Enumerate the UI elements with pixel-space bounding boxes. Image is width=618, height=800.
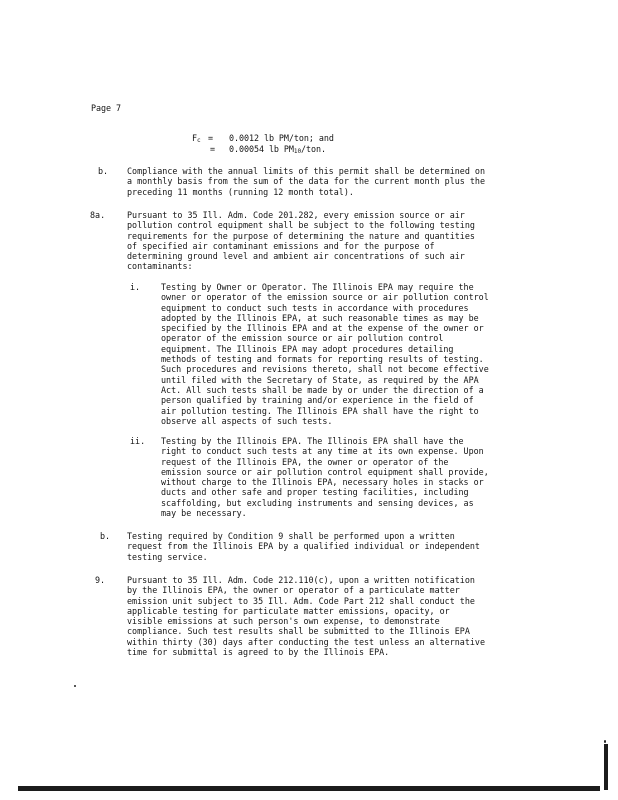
para-8a-line: Pursuant to 35 Ill. Adm. Code 201.282, every emission source or air xyxy=(127,210,465,220)
para-8a-ii-line: may be necessary. xyxy=(161,508,247,519)
para-8a-line: pollution control equipment shall be subject to the following testing xyxy=(127,220,475,231)
formula-line1-operator: = xyxy=(208,133,213,143)
para-9-line: by the Illinois EPA, the owner or operator of a particulate matter xyxy=(127,585,460,596)
para-8a-ii-line: scaffolding, but excluding instruments and sensing devices, as xyxy=(161,497,474,508)
para-8a-i-line: Act. All such tests shall be made by or under the direction of a xyxy=(161,384,484,395)
para-8a-label: 8a. xyxy=(90,210,106,220)
para-8a-ii-line: emission source or air pollution control equipment shall provide, xyxy=(161,466,489,477)
scan-speck xyxy=(74,685,76,687)
para-8a-i-line: observe all aspects of such tests. xyxy=(161,415,333,426)
para-9-line: time for submittal is agreed to by the Illinois EPA. xyxy=(127,647,390,658)
formula-line2-value xyxy=(229,144,326,157)
para-8a-text xyxy=(127,210,475,272)
para-8a-ii-line: without charge to the Illinois EPA, necessary holes in stacks or xyxy=(161,477,484,488)
para-8a-i-line: adopted by the Illinois EPA, at such reasonable times as may be xyxy=(161,312,479,323)
formula-line2-value-pre: 0.00054 lb PM xyxy=(229,144,294,154)
para-b2-label: b. xyxy=(100,531,111,541)
para-b-line: Compliance with the annual limits of this permit shall be determined on xyxy=(127,166,485,176)
para-b2-text xyxy=(127,531,480,562)
para-9-line: emission unit subject to 35 Ill. Adm. Code Part 212 shall conduct the xyxy=(127,595,475,606)
para-b2-line: testing service. xyxy=(127,551,208,562)
para-b-line: a monthly basis from the sum of the data for the current month plus the xyxy=(127,176,485,187)
formula-line2-value-post: /ton. xyxy=(301,144,326,154)
para-b-label: b. xyxy=(98,166,109,176)
formula-lhs xyxy=(192,133,201,146)
para-9-line: within thirty (30) days after conducting the test unless an alternative xyxy=(127,636,485,647)
para-8a-i-line: methods of testing and formats for reporting results of testing. xyxy=(161,354,484,365)
para-b2-line: request from the Illinois EPA by a qualified individual or independent xyxy=(127,541,480,552)
para-b2-line: Testing required by Condition 9 shall be performed upon a written xyxy=(127,531,455,541)
para-9-text xyxy=(127,575,485,657)
scan-border-bottom xyxy=(18,786,600,791)
para-8a-line: of specified air contaminant emissions and for the purpose of xyxy=(127,240,435,251)
para-8a-i-line: person qualified by training and/or experience in the field of xyxy=(161,395,474,406)
para-9-line: visible emissions at such person's own expense, to demonstrate xyxy=(127,616,440,627)
para-8a-ii-label: ii. xyxy=(130,436,146,446)
para-8a-i-line: until filed with the Secretary of State, as required by the APA xyxy=(161,374,479,385)
para-8a-i-line: equipment to conduct such tests in accordance with procedures xyxy=(161,302,469,313)
scan-speck xyxy=(604,740,606,743)
para-8a-i-line: equipment. The Illinois EPA may adopt procedures detailing xyxy=(161,343,454,354)
para-8a-i-line: Such procedures and revisions thereto, shall not become effective xyxy=(161,364,489,375)
para-8a-ii-line: right to conduct such tests at any time at its own expense. Upon xyxy=(161,446,484,457)
para-8a-line: determining ground level and ambient air concentrations of such air xyxy=(127,251,465,262)
para-9-label: 9. xyxy=(95,575,106,585)
para-8a-i-line: owner or operator of the emission source or air pollution control xyxy=(161,292,489,303)
para-8a-ii-line: request of the Illinois EPA, the owner or operator of the xyxy=(161,456,449,467)
para-b-text xyxy=(127,166,485,197)
para-8a-i-text xyxy=(161,282,489,426)
para-8a-i-line: Testing by Owner or Operator. The Illinois EPA may require the xyxy=(161,282,474,292)
para-8a-ii-text xyxy=(161,436,489,518)
page-header: Page 7 xyxy=(91,103,121,113)
para-9-line: compliance. Such test results shall be submitted to the Illinois EPA xyxy=(127,626,470,637)
formula-lhs-symbol: F xyxy=(192,133,197,143)
para-8a-i-line: operator of the emission source or air pollution control xyxy=(161,333,444,344)
formula-line1-value: 0.0012 lb PM/ton; and xyxy=(229,133,334,143)
para-8a-i-line: specified by the Illinois EPA and at the expense of the owner or xyxy=(161,323,484,334)
para-8a-i-label: i. xyxy=(130,282,141,292)
formula-lhs-subscript: c xyxy=(197,137,201,144)
scan-border-right xyxy=(604,744,608,790)
para-b-line: preceding 11 months (running 12 month total). xyxy=(127,186,354,197)
para-9-line: applicable testing for particulate matter emissions, opacity, or xyxy=(127,605,450,616)
para-8a-i-line: air pollution testing. The Illinois EPA shall have the right to xyxy=(161,405,479,416)
formula-line2-value-subscript: 10 xyxy=(293,148,302,155)
formula-line2-operator: = xyxy=(210,144,215,154)
para-8a-line: requirements for the purpose of determining the nature and quantities xyxy=(127,230,475,241)
para-9-line: Pursuant to 35 Ill. Adm. Code 212.110(c), upon a written notification xyxy=(127,575,475,585)
para-8a-line: contaminants: xyxy=(127,261,193,272)
para-8a-ii-line: Testing by the Illinois EPA. The Illinois EPA shall have the xyxy=(161,436,464,446)
para-8a-ii-line: ducts and other safe and proper testing facilities, including xyxy=(161,487,469,498)
